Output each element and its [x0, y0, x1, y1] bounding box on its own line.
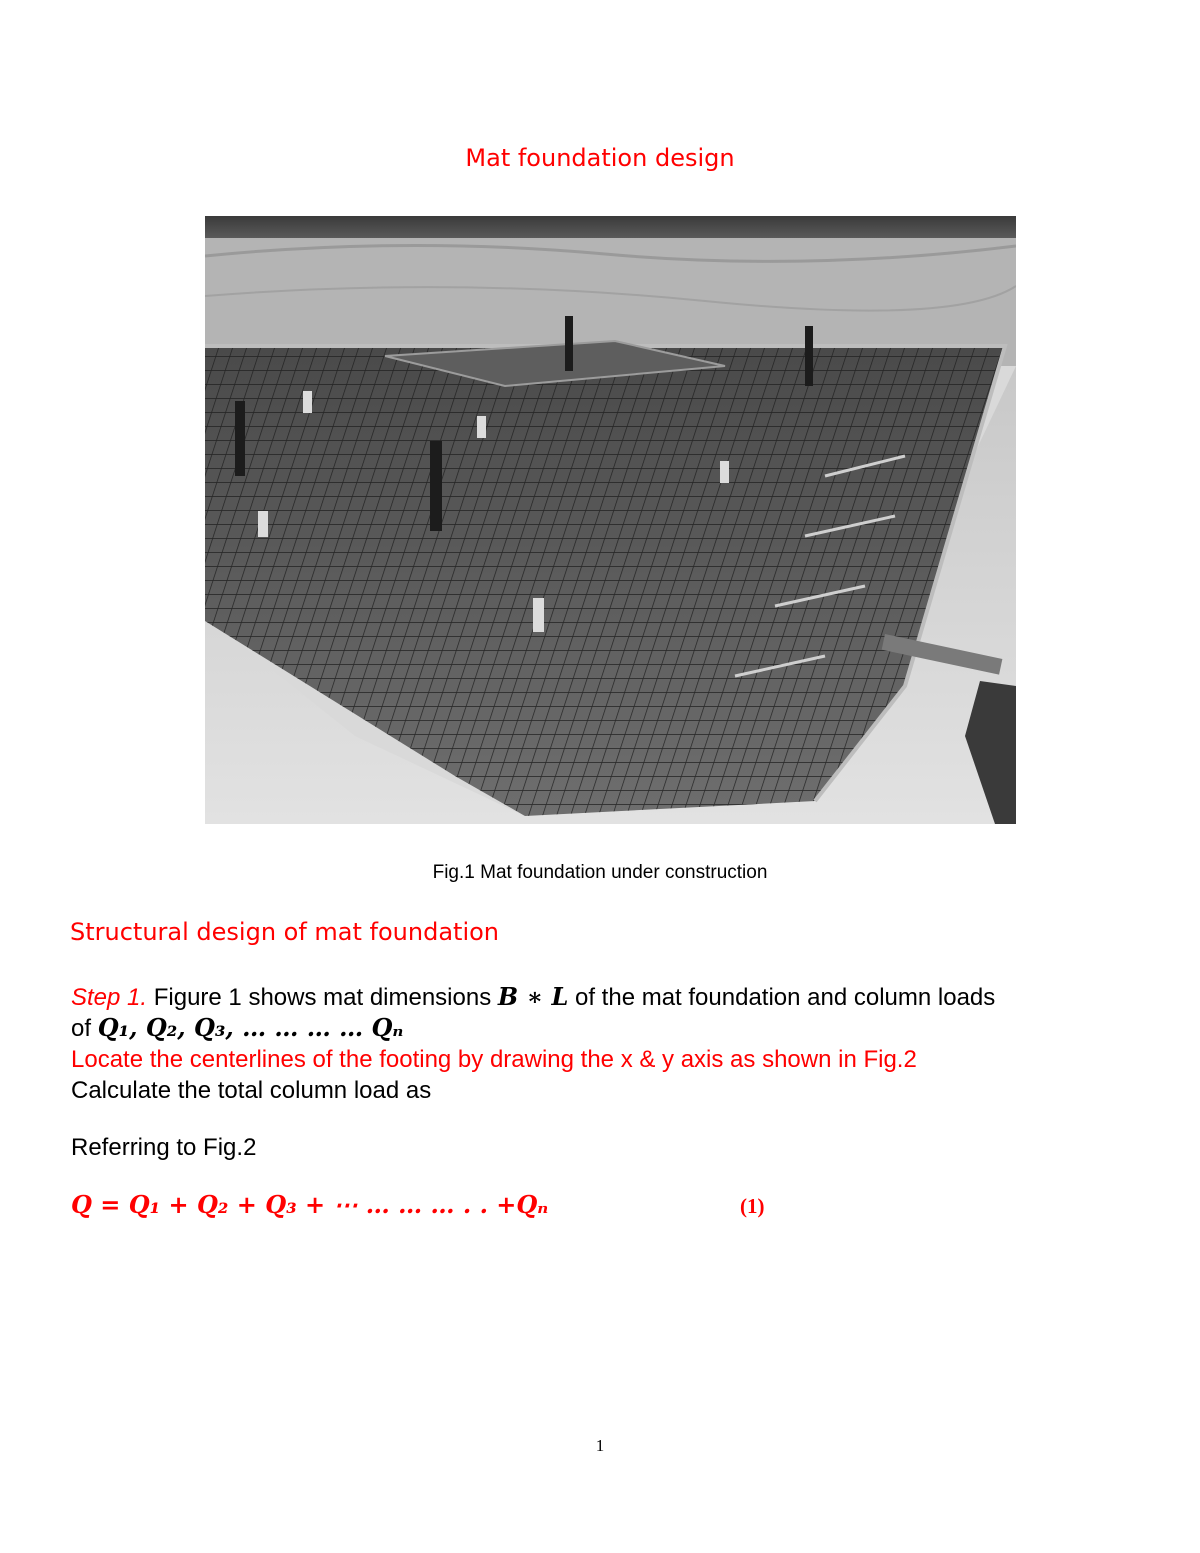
mat-foundation-photo	[205, 216, 1016, 824]
referring-text: Referring to Fig.2	[71, 1134, 257, 1161]
calculate-text: Calculate the total column load as	[71, 1077, 432, 1104]
section-heading: Structural design of mat foundation	[70, 918, 500, 946]
total-load-equation: Q = Q₁ + Q₂ + Q₃ + ⋯ … … … . . +Qₙ	[71, 1190, 549, 1219]
mat-dimensions-math: B ∗ L	[497, 982, 569, 1011]
step1-text-a: Figure 1 shows mat dimensions	[147, 984, 498, 1011]
figure-caption: Fig.1 Mat foundation under construction	[432, 862, 768, 883]
column-loads-line	[71, 1013, 403, 1043]
equation-number: (1)	[740, 1194, 765, 1218]
page-number: 1	[595, 1436, 605, 1455]
step1-text-c: of	[71, 1015, 98, 1042]
document-title: Mat foundation design	[465, 144, 735, 172]
column-loads-math: Q₁, Q₂, Q₃, … … … … Qₙ	[97, 1013, 404, 1042]
step1-text-b: of the mat foundation and column loads	[568, 984, 996, 1011]
centerline-instruction: Locate the centerlines of the footing by drawing the x & y axis as shown in Fig.2	[71, 1046, 917, 1073]
step1-line	[71, 982, 995, 1012]
step1-label: Step 1.	[71, 984, 148, 1011]
